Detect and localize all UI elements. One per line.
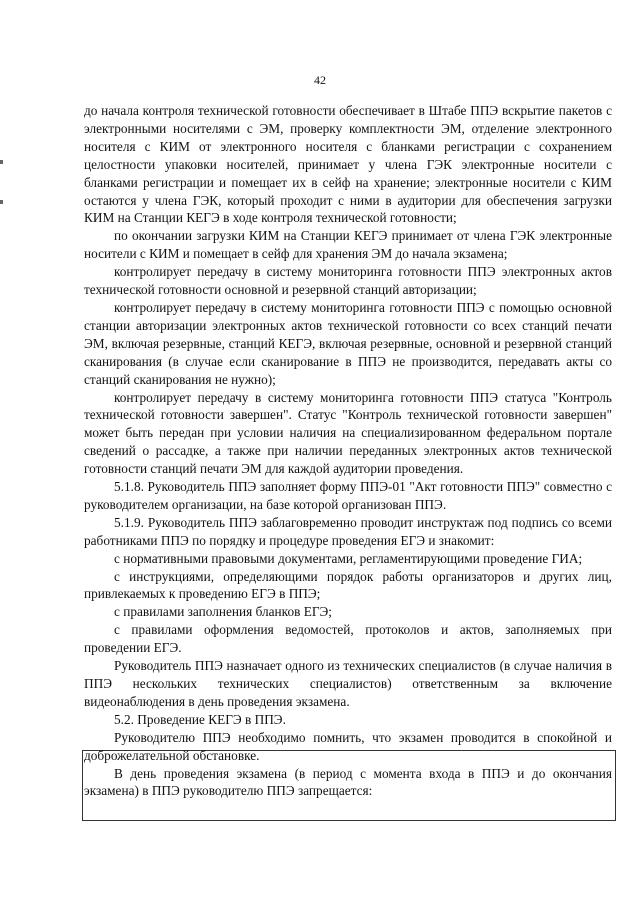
paragraph: по окончании загрузки КИМ на Станции КЕГЭ принимает от члена ГЭК электронные носители с КИМ и помещает в сейф для хранения ЭМ до начала экзамена; — [84, 228, 612, 262]
paragraph: с правилами оформления ведомостей, протоколов и актов, заполняемых при проведении ЕГЭ. — [84, 622, 612, 656]
paragraph: до начала контроля технической готовности обеспечивает в Штабе ППЭ вскрытие пакетов с электронными носителями с ЭМ, проверку комплектности ЭМ, отделение электронного носителя с КИМ от электронного носителя с бланками регистрации с сохранением целостности упаковки носителей, принимает у члена ГЭК электронные носители с бланками регистрации и помещает их в сейф на хранение; электронные носители с КИМ остаются у члена ГЭК, который проходит с ними в аудитории для обеспечения загрузки КИМ на Станции КЕГЭ в ходе контроля технической готовности; — [84, 103, 612, 226]
paragraph: с нормативными правовыми документами, регламентирующими проведение ГИА; — [114, 550, 583, 566]
paragraph: с правилами заполнения бланков ЕГЭ; — [114, 604, 332, 620]
page-number: 42 — [314, 73, 326, 87]
paragraph: контролирует передачу в систему мониторинга готовности ППЭ электронных актов технической готовности основной и резервной станций авторизации; — [84, 264, 612, 298]
paragraph: контролирует передачу в систему мониторинга готовности ППЭ статуса "Контроль технической готовности завершен". Статус "Контроль технической готовности завершен" может быть передан при условии наличия на специализированном федеральном портале сведений о рассадке, а также при наличии переданных электронных актов технической готовности станций печати ЭМ для каждой аудитории проведения. — [84, 389, 612, 477]
paragraph: Руководитель ППЭ назначает одного из технических специалистов (в случае наличия в ППЭ нескольких технических специалистов) ответственным за включение видеонаблюдения в день проведения экзамена. — [84, 658, 612, 709]
paragraph: Руководителю ППЭ необходимо помнить, что экзамен проводится в спокойной и доброжелательной обстановке. — [84, 729, 612, 763]
paragraph: 5.1.9. Руководитель ППЭ заблаговременно проводит инструктаж под подпись со всеми работниками ППЭ по порядку и процедуре проведения ЕГЭ и знакомит: — [84, 514, 612, 548]
body-text — [84, 102, 612, 800]
paragraph: В день проведения экзамена (в период с момента входа в ППЭ и до окончания экзамена) в ППЭ руководителю ППЭ запрещается: — [84, 765, 612, 799]
section-heading: 5.2. Проведение КЕГЭ в ППЭ. — [114, 711, 286, 727]
scan-mark — [0, 160, 3, 164]
paragraph: с инструкциями, определяющими порядок работы организаторов и других лиц, привлекаемых к проведению ЕГЭ в ППЭ; — [84, 568, 612, 602]
scan-mark — [0, 200, 3, 204]
paragraph: контролирует передачу в систему мониторинга готовности ППЭ с помощью основной станции авторизации электронных актов технической готовности со всех станций печати ЭМ, включая резервные, станций КЕГЭ, включая резервные, основной и резервной станций сканирования (в случае если сканирование в ППЭ не производится, передавать акты со станций сканирования не нужно); — [84, 299, 612, 387]
paragraph: 5.1.8. Руководитель ППЭ заполняет форму ППЭ-01 "Акт готовности ППЭ" совместно с руководителем организации, на базе которой организован ППЭ. — [84, 479, 612, 512]
